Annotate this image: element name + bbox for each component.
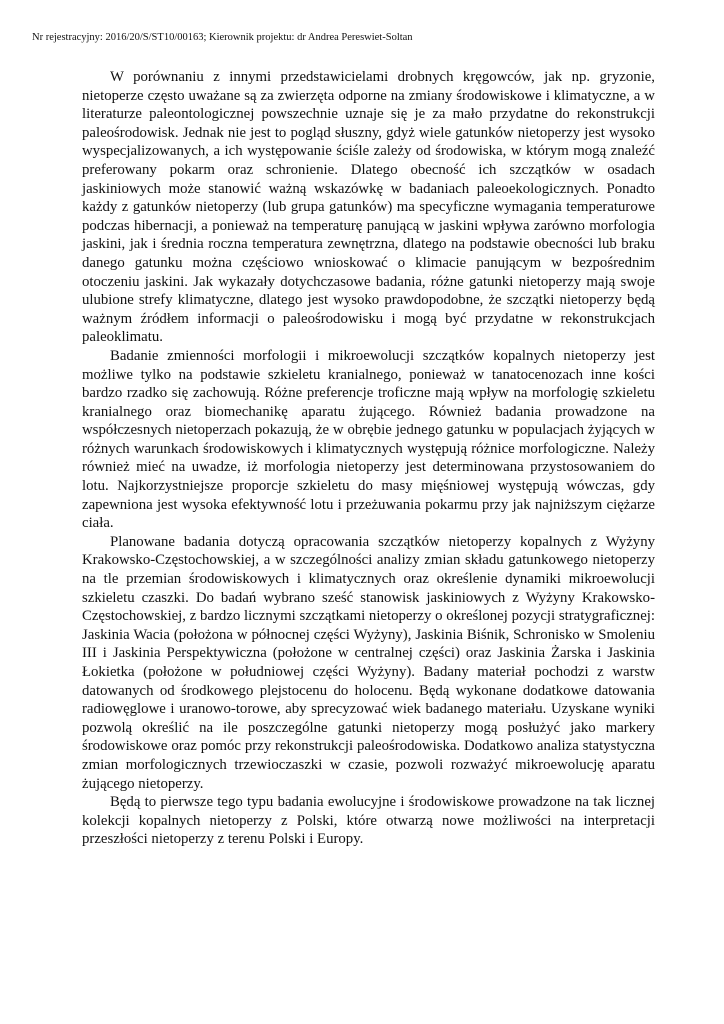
paragraph-1: W porównaniu z innymi przedstawicielami drobnych kręgowców, jak np. gryzonie, nietoperze często uważane są za zwierzęta odporne na zmiany środowiskowe i klimatyczne, a w literaturze paleontologicznej powszechnie uznaje się je za mało przydatne do rekonstrukcji paleośrodowisk. Jednak nie jest to pogląd słuszny, gdyż wiele gatunków nietoperzy jest wysoko wyspecjalizowanych, a ich występowanie ściśle zależy od środowiska, w którym mogą znaleźć preferowany pokarm oraz schronienie. Dlatego obecność ich szczątków w osadach jaskiniowych może stanowić ważną wskazówkę w badaniach paleoekologicznych. Ponadto każdy z gatunków nietoperzy (lub grupa gatunków) ma specyficzne wymagania temperaturowe podczas hibernacji, a ponieważ na temperaturę panującą w jaskini wpływa zarówno morfologia jaskini, jak i średnia roczna temperatura zewnętrzna, dlatego na podstawie obecności lub braku danego gatunku można częściowo wnioskować o klimacie panującym w bezpośrednim otoczeniu jaskini. Jak wykazały dotychczasowe badania, różne gatunki nietoperzy mają swoje ulubione strefy klimatyczne, dlatego jest wysoko prawdopodobne, że szczątki nietoperzy będą ważnym źródłem informacji o paleośrodowisku i mogą być przydatne w rekonstrukcjach paleoklimatu. xyxy=(82,69,655,346)
paragraph-3: Planowane badania dotyczą opracowania szczątków nietoperzy kopalnych z Wyżyny Krakowsko-Częstochowskiej, a w szczególności analizy zmian składu gatunkowego nietoperzy na tle przemian środowiskowych i klimatycznych oraz określenie dynamiki mikroewolucji szkieletu czaszki. Do badań wybrano sześć stanowisk jaskiniowych z Wyżyny Krakowsko-Częstochowskiej, z bardzo licznymi szczątkami nietoperzy o określonej pozycji stratygraficznej: Jaskinia Wacia (położona w północnej części Wyżyny), Jaskinia Biśnik, Schronisko w Smoleniu III i Jaskinia Perspektywiczna (położone w centralnej części) oraz Jaskinia Żarska i Jaskinia Łokietka (położone w południowej części Wyżyny). Badany materiał pochodzi z warstw datowanych od środkowego plejstocenu do holocenu. Będą wykonane dodatkowe datowania radiowęglowe i uranowo-torowe, aby sprecyzować wiek badanego materiału. Uzyskane wyniki pozwolą określić na ile poszczególne gatunki nietoperzy mogą posłużyć jako markery środowiskowe oraz pomóc przy rekonstrukcji paleośrodowiska. Dodatkowo analiza statystyczna zmian morfologicznych trzewioczaszki w czasie, pozwoli rozważyć mikroewolucję aparatu żującego nietoperzy. xyxy=(82,533,655,792)
paragraph-2: Badanie zmienności morfologii i mikroewolucji szczątków kopalnych nietoperzy jest możliwe tylko na podstawie szkieletu kranialnego, ponieważ w tanatocenozach inne kości bardzo rzadko się zachowują. Różne preferencje troficzne mają wpływ na morfologię szkieletu kranialnego oraz biomechanikę aparatu żującego. Również badania prowadzone na współczesnych nietoperzach pokazują, że w obrębie jednego gatunku w populacjach żyjących w różnych warunkach środowiskowych i klimatycznych występują różnice morfologiczne. Należy również mieć na uwadze, iż morfologia nietoperzy jest determinowana przystosowaniem do lotu. Najkorzystniejsze proporcje szkieletu do masy mięśniowej występują wówczas, gdy zapewniona jest wysoka efektywność lotu i przeżuwania pokarmu przy jak najniższym ciężarze ciała. xyxy=(82,347,655,532)
page-header: Nr rejestracyjny: 2016/20/S/ST10/00163; Kierownik projektu: dr Andrea Pereswiet-Soltan xyxy=(32,32,413,43)
paragraph-4: Będą to pierwsze tego typu badania ewolucyjne i środowiskowe prowadzone na tak licznej kolekcji kopalnych nietoperzy z Polski, które otwarzą nowe możliwości na interpretacji przeszłości nietoperzy z terenu Polski i Europy. xyxy=(82,794,655,848)
body-text xyxy=(82,68,655,849)
